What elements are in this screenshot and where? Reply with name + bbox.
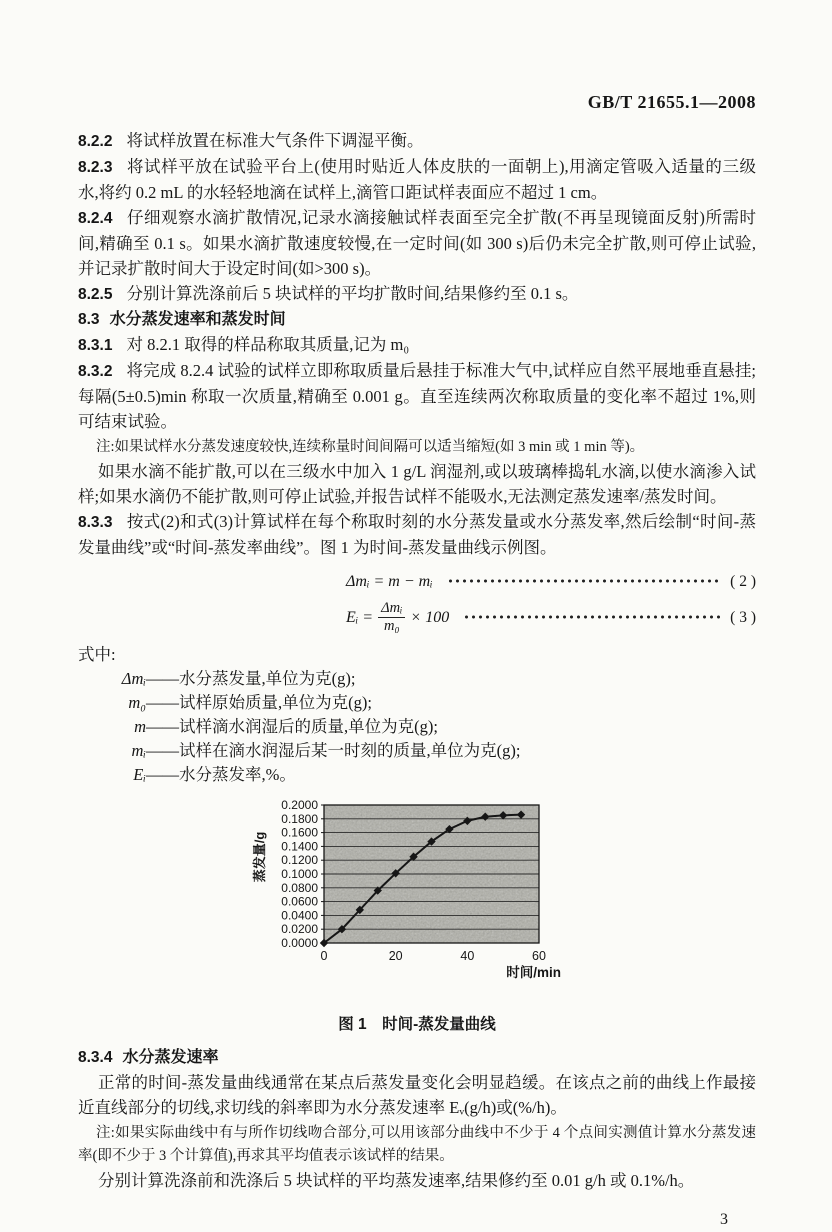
standard-number: GB/T 21655.1—2008 (587, 92, 756, 112)
paragraph-evaporation-rate: 正常的时间-蒸发量曲线通常在某点后蒸发量变化会明显趋缓。在该点之前的曲线上作最接近直线部分的切线,求切线的斜率即为水分蒸发速率 Eᵥ(g/h)或(%/h)。 (78, 1073, 756, 1117)
y-tick-label: 0.0400 (281, 908, 318, 923)
y-tick-label: 0.0000 (281, 936, 318, 950)
x-tick-label: 20 (388, 949, 403, 963)
clause-8-2-4 (78, 205, 756, 281)
clause-number: 8.2.3 (78, 159, 113, 176)
symbol: Δmᵢ (121, 669, 146, 688)
dotted-leader (447, 577, 722, 585)
time-evaporation-chart (250, 797, 610, 991)
where-label: 式中: (78, 645, 116, 664)
symbol-description: ——试样在滴水润湿后某一时刻的质量,单位为克(g); (146, 741, 521, 760)
clause-text: 将完成 8.2.4 试验的试样立即称取质量后悬挂于标准大气中,试样应自然平展地垂直悬挂;每隔(5±0.5)min 称取一次质量,精确至 0.001 g。直至连续两次称取质量的变化率不超过 1%,则可结束试验。 (78, 361, 756, 431)
clause-number: 8.3.2 (78, 363, 113, 380)
formula-2-number: ( 2 ) (730, 572, 756, 590)
symbol-description: ——水分蒸发率,%。 (146, 765, 296, 784)
definition-row (78, 691, 756, 715)
formula-3 (346, 596, 756, 638)
formula-3-lhs: Eᵢ = (346, 608, 374, 626)
y-tick-label: 0.0800 (281, 880, 318, 895)
clause-number: 8.3.4 (78, 1049, 113, 1066)
heading-text: 水分蒸发速率和蒸发时间 (109, 311, 286, 328)
clause-8-2-3 (78, 154, 756, 205)
paragraph-average-rate: 分别计算洗涤前和洗涤后 5 块试样的平均蒸发速率,结果修约至 0.01 g/h 或 0.1%/h。 (98, 1171, 695, 1190)
x-tick-label: 40 (460, 949, 475, 963)
clause-text: 将试样平放在试验平台上(使用时贴近人体皮肤的一面朝上),用滴定管吸入适量的三级水,将约 0.2 mL 的水轻轻地滴在试样上,滴管口距试样表面应不超过 1 cm。 (78, 157, 756, 202)
clause-number: 8.2.2 (78, 133, 113, 150)
definition-row (78, 739, 756, 763)
heading-8-3 (78, 307, 756, 332)
note-8-3-2: 注:如果试样水分蒸发速度较快,连续称量时间间隔可以适当缩短(如 3 min 或 1 min 等)。 (96, 439, 645, 455)
symbol-description: ——水分蒸发量,单位为克(g); (146, 669, 356, 688)
figure-caption: 图 1 时间-蒸发量曲线 (338, 1016, 496, 1033)
symbol: m (134, 717, 146, 736)
clause-8-2-5 (78, 281, 756, 307)
dotted-leader (463, 613, 722, 621)
clause-8-2-2 (78, 128, 756, 154)
heading-8-3-4 (78, 1045, 756, 1070)
section-8-3-4 (78, 1045, 756, 1193)
x-tick-label: 60 (532, 949, 546, 963)
symbol-description: ——试样滴水润湿后的质量,单位为克(g); (146, 717, 438, 736)
clause-8-3-3 (78, 509, 756, 560)
formula-2-expression: Δmᵢ = m − mᵢ (346, 572, 433, 590)
symbol-description: ——试样原始质量,单位为克(g); (146, 693, 372, 712)
page-number: 3 (720, 1211, 728, 1228)
clause-text: 仔细观察水滴扩散情况,记录水滴接触试样表面至完全扩散(不再呈现镜面反射)所需时间,精确至 0.1 s。如果水滴扩散速度较慢,在一定时间(如 300 s)后仍未完全扩散,则可停止试验,并记录扩散时间大于设定时间(如>300 s)。 (78, 208, 756, 278)
paragraph-no-spread: 如果水滴不能扩散,可以在三级水中加入 1 g/L 润湿剂,或以玻璃棒捣轧水滴,以使水滴渗入试样;如果水滴仍不能扩散,则可停止试验,并报告试样不能吸水,无法测定蒸发速率/蒸发时间。 (78, 462, 756, 506)
y-tick-label: 0.0200 (281, 922, 318, 937)
clause-text: 将试样放置在标准大气条件下调湿平衡。 (126, 131, 424, 150)
symbol: m₀ (128, 693, 146, 712)
symbol: Eᵢ (133, 765, 146, 784)
fraction-denominator: m₀ (383, 617, 400, 634)
y-axis-label: 蒸发量/g (252, 831, 267, 883)
y-tick-label: 0.1800 (281, 811, 318, 826)
x-tick-label: 0 (320, 949, 328, 963)
clause-number: 8.3.3 (78, 514, 113, 531)
y-tick-label: 0.1200 (281, 853, 318, 868)
clause-8-3-1 (78, 332, 756, 358)
clause-number: 8.3.1 (78, 337, 113, 354)
y-tick-label: 0.1600 (281, 825, 318, 840)
y-tick-label: 0.2000 (281, 798, 318, 812)
clause-number: 8.3 (78, 311, 100, 328)
formula-block (78, 566, 756, 638)
y-tick-label: 0.1400 (281, 839, 318, 854)
formula-3-fraction (378, 600, 405, 635)
document-body (78, 128, 756, 1232)
symbol-definitions (78, 667, 756, 787)
formula-3-suffix: × 100 (410, 608, 450, 626)
fraction-numerator: Δmᵢ (378, 600, 405, 618)
clause-8-3-2 (78, 358, 756, 434)
y-tick-label: 0.0600 (281, 894, 318, 909)
figure-chart (250, 797, 610, 998)
definition-row (78, 667, 756, 691)
heading-text: 水分蒸发速率 (122, 1049, 219, 1066)
definition-row (78, 763, 756, 787)
clause-number: 8.2.4 (78, 210, 113, 227)
definition-row (78, 715, 756, 739)
y-tick-label: 0.1000 (281, 867, 318, 881)
clause-text: 按式(2)和式(3)计算试样在每个称取时刻的水分蒸发量或水分蒸发率,然后绘制“时间-蒸发量曲线”或“时间-蒸发率曲线”。图 1 为时间-蒸发量曲线示例图。 (78, 512, 756, 557)
formula-3-number: ( 3 ) (730, 608, 756, 626)
clause-text: 对 8.2.1 取得的样品称取其质量,记为 m₀ (126, 335, 410, 354)
symbol: mᵢ (131, 741, 146, 760)
clause-text: 分别计算洗涤前后 5 块试样的平均扩散时间,结果修约至 0.1 s。 (126, 284, 579, 303)
clause-number: 8.2.5 (78, 286, 113, 303)
formula-2 (346, 566, 756, 596)
x-axis-label: 时间/min (506, 965, 561, 980)
note-8-3-4: 注:如果实际曲线中有与所作切线吻合部分,可以用该部分曲线中不少于 4 个点间实测值计算水分蒸发速率(即不少于 3 个计算值),再求其平均值表示该试样的结果。 (78, 1125, 756, 1164)
